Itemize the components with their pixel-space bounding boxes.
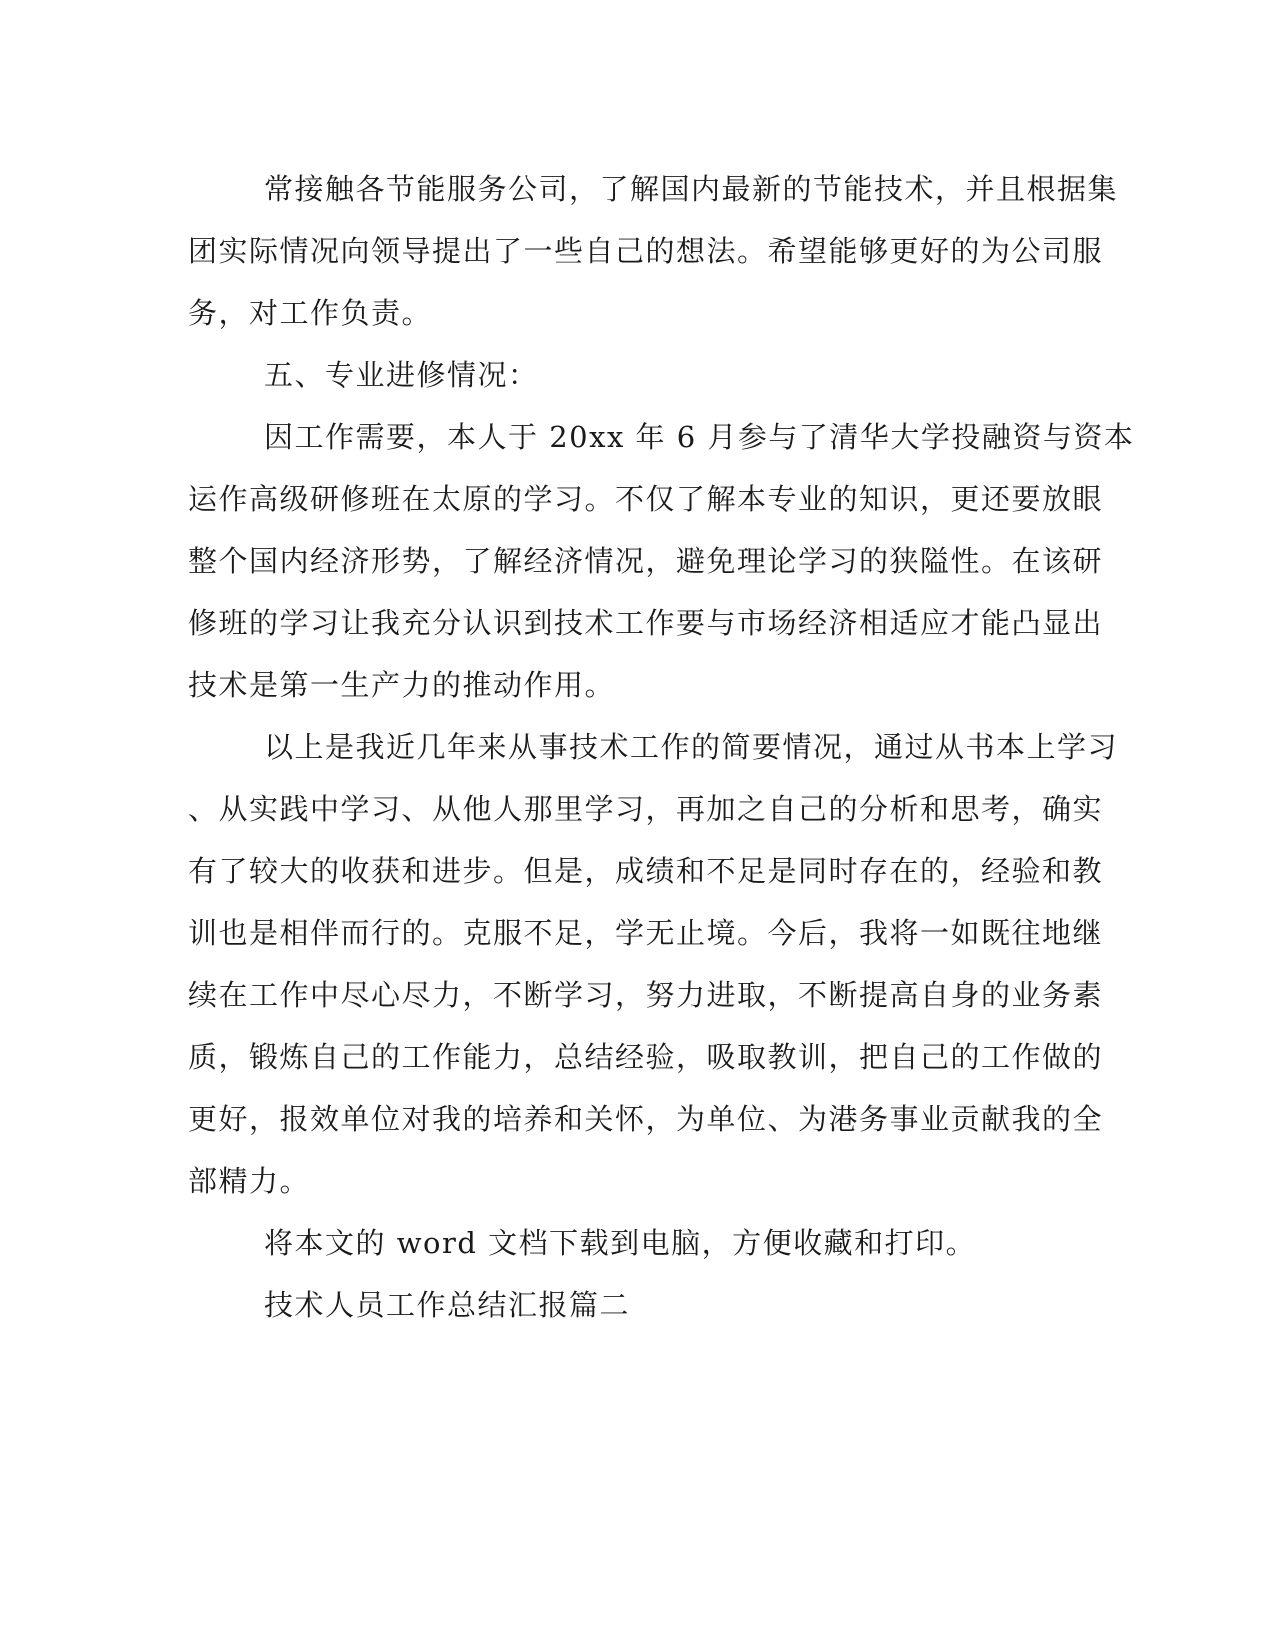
paragraph-line: 以上是我近几年来从事技术工作的简要情况，通过从书本上学习	[264, 730, 1119, 764]
paragraph-line: 团实际情况向领导提出了一些自己的想法。希望能够更好的为公司服	[188, 234, 1104, 268]
paragraph-line: 续在工作中尽心尽力，不断学习，努力进取，不断提高自身的业务素	[188, 978, 1104, 1012]
paragraph-line: 因工作需要，本人于 20xx 年 6 月参与了清华大学投融资与资本	[264, 420, 1135, 454]
paragraph-line: 、从实践中学习、从他人那里学习，再加之自己的分析和思考，确实	[188, 792, 1104, 826]
paragraph-line: 技术是第一生产力的推动作用。	[188, 668, 616, 702]
paragraph-line: 运作高级研修班在太原的学习。不仅了解本专业的知识，更还要放眼	[188, 482, 1104, 516]
paragraph-line: 部精力。	[188, 1164, 311, 1198]
paragraph-line: 常接触各节能服务公司，了解国内最新的节能技术，并且根据集	[264, 172, 1119, 206]
section-heading: 五、专业进修情况：	[264, 358, 539, 392]
paragraph-line: 有了较大的收获和进步。但是，成绩和不足是同时存在的，经验和教	[188, 854, 1104, 888]
paragraph-line: 务，对工作负责。	[188, 296, 433, 330]
paragraph-line: 修班的学习让我充分认识到技术工作要与市场经济相适应才能凸显出	[188, 606, 1104, 640]
download-note: 将本文的 word 文档下载到电脑，方便收藏和打印。	[264, 1226, 977, 1260]
section-title: 技术人员工作总结汇报篇二	[264, 1288, 631, 1322]
paragraph-line: 整个国内经济形势，了解经济情况，避免理论学习的狭隘性。在该研	[188, 544, 1104, 578]
paragraph-line: 更好，报效单位对我的培养和关怀，为单位、为港务事业贡献我的全	[188, 1102, 1104, 1136]
document-body	[188, 158, 1135, 1336]
paragraph-line: 训也是相伴而行的。克服不足，学无止境。今后，我将一如既往地继	[188, 916, 1104, 950]
paragraph-line: 质，锻炼自己的工作能力，总结经验，吸取教训，把自己的工作做的	[188, 1040, 1104, 1074]
